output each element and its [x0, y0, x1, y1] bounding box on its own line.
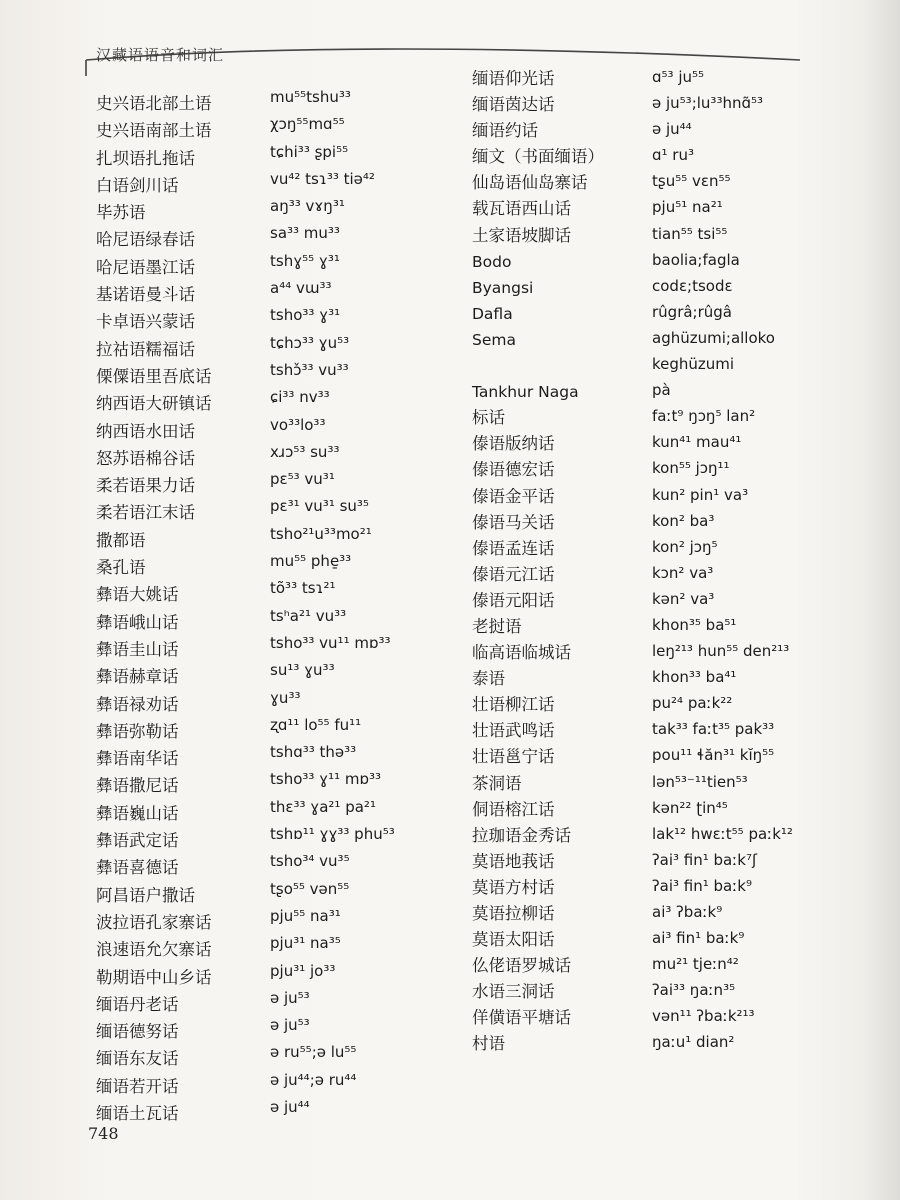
- word-form: leŋ²¹³ hun⁵⁵ den²¹³: [652, 642, 790, 661]
- word-form: ə ju⁴⁴: [652, 120, 692, 139]
- language-name: 缅语东友话: [96, 1049, 179, 1069]
- word-form: tshɣ⁵⁵ ɣ³¹: [270, 251, 340, 270]
- word-form: ʔai³ fin¹ baːk⁹: [652, 876, 752, 895]
- word-form: ɑ⁵³ ju⁵⁵: [652, 68, 705, 86]
- word-form: tshɔ̌³³ vu³³: [270, 360, 349, 379]
- word-form: faːt⁹ ŋɔŋ⁵ lan²: [652, 407, 756, 426]
- word-form: tshɑ³³ thə³³: [270, 743, 357, 762]
- word-form: lak¹² hwɛːt⁵⁵ paːk¹²: [652, 824, 793, 843]
- word-form: ai³ ʔbaːk⁹: [652, 903, 723, 921]
- word-form: a⁴⁴ vɯ³³: [270, 279, 332, 298]
- word-form: kun⁴¹ mau⁴¹: [652, 433, 742, 452]
- language-name: 傣语德宏话: [472, 460, 555, 480]
- language-name: 彝语大姚话: [96, 585, 179, 605]
- word-form: mu⁵⁵ phe̱³³: [270, 552, 352, 571]
- language-name: 傣语版纳话: [472, 434, 555, 454]
- word-form: su¹³ ɣu³³: [270, 661, 335, 680]
- language-name: 临高语临城话: [472, 643, 571, 663]
- word-form: tsho³³ ɣ¹¹ mɒ³³: [270, 770, 382, 789]
- language-name: 仙岛语仙岛寨话: [472, 173, 588, 193]
- language-name: 缅语土瓦话: [96, 1103, 179, 1123]
- word-form: ʔai³ fin¹ baːk⁷ʃ: [652, 850, 758, 869]
- word-form: pou¹¹ ɬăn³¹ kĭŋ⁵⁵: [652, 746, 775, 765]
- word-form: pju⁵⁵ na³¹: [270, 906, 341, 925]
- word-form: tsho³³ vu¹¹ mɒ³³: [270, 633, 391, 652]
- language-name: 哈尼语绿春话: [96, 230, 195, 250]
- word-form: vən¹¹ ʔbaːk²¹³: [652, 1007, 755, 1026]
- language-name: 史兴语南部土语: [96, 121, 212, 141]
- language-name: 阿昌语户撒话: [96, 885, 195, 905]
- word-form: kon² jɔŋ⁵: [652, 537, 718, 556]
- word-form: ɑ¹ ru³: [652, 146, 694, 165]
- word-form: mu⁵⁵tshu³³: [270, 88, 351, 106]
- language-name: 土家语坡脚话: [472, 225, 571, 245]
- word-form: χɔŋ⁵⁵mɑ⁵⁵: [270, 115, 345, 134]
- word-form: tian⁵⁵ tsi⁵⁵: [652, 224, 728, 243]
- language-name: 怒苏语棉谷话: [96, 448, 195, 468]
- language-name: 莫语拉柳话: [472, 904, 555, 923]
- language-name: 傣语马关话: [472, 512, 555, 532]
- right-form-column: [652, 64, 882, 1056]
- language-name: 哈尼语墨江话: [96, 257, 195, 277]
- word-form: xɹɔ⁵³ su³³: [270, 442, 340, 461]
- word-form: khon³⁵ ba⁵¹: [652, 615, 737, 634]
- left-language-column: [96, 90, 266, 1127]
- word-form: tshɒ¹¹ ɣɣ³³ phu⁵³: [270, 825, 395, 844]
- word-form: pu²⁴ paːk²²: [652, 694, 733, 713]
- language-name: 卡卓语兴蒙话: [96, 312, 195, 332]
- word-form: tsho²¹u³³mo²¹: [270, 524, 372, 543]
- language-name: 傣语元江话: [472, 564, 555, 584]
- language-name: 彝语武定话: [96, 831, 179, 851]
- word-form: tɕhɔ³³ ɣu⁵³: [270, 333, 350, 352]
- word-form: aghüzumi;alloko: [652, 328, 775, 347]
- word-form: rûgrâ;rûgâ: [652, 302, 732, 321]
- language-name: 拉祜语糯福话: [96, 339, 195, 359]
- language-name: 彝语撒尼话: [96, 776, 179, 796]
- language-name: 勒期语中山乡话: [96, 967, 212, 987]
- word-form: tsʰa²¹ vu³³: [270, 606, 347, 625]
- word-form: tʂu⁵⁵ vɛn⁵⁵: [652, 172, 731, 191]
- language-name: Dafla: [472, 304, 513, 323]
- language-name: 壮语柳江话: [472, 695, 555, 715]
- language-name: 傣语金平话: [472, 486, 555, 506]
- word-form: ɕi³³ nv³³: [270, 388, 330, 407]
- word-form: tʂo⁵⁵ vən⁵⁵: [270, 879, 350, 898]
- language-name: 缅文（书面缅语）: [472, 147, 604, 167]
- language-name: 傣语元阳话: [472, 590, 555, 610]
- language-name: 莫语方村话: [472, 877, 555, 897]
- language-name: 莫语地莪话: [472, 851, 555, 871]
- language-name: 彝语南华话: [96, 749, 179, 769]
- word-form: ə ju⁵³: [270, 1016, 310, 1035]
- word-form: thɛ³³ ɣa²¹ pa²¹: [270, 797, 376, 816]
- language-name: 缅语德努话: [96, 1022, 179, 1042]
- language-name: 傈僳语里吾底话: [96, 366, 212, 386]
- word-form: khon³³ ba⁴¹: [652, 668, 737, 687]
- language-name: 侗语榕江话: [472, 799, 555, 819]
- word-form: tsho³⁴ vu³⁵: [270, 852, 350, 871]
- language-name: 彝语峨山话: [96, 612, 179, 632]
- word-form: pɛ³¹ vu³¹ su³⁵: [270, 497, 369, 516]
- language-name: 载瓦语西山话: [472, 199, 571, 219]
- word-form: tak³³ faːt³⁵ pak³³: [652, 720, 775, 739]
- word-form: pju³¹ na³⁵: [270, 934, 341, 953]
- page-number: 748: [88, 1124, 119, 1143]
- language-name: 缅语丹老话: [96, 994, 179, 1014]
- language-name: 拉珈语金秀话: [472, 825, 571, 845]
- language-name: Bodo: [472, 252, 512, 271]
- word-form: ə ru⁵⁵;ə lu⁵⁵: [270, 1043, 357, 1062]
- language-name: 基诺语曼斗话: [96, 285, 195, 305]
- word-form: ŋaːu¹ dian²: [652, 1033, 735, 1052]
- word-form: ɣu³³: [270, 688, 301, 707]
- word-form: tõ³³ tsɿ²¹: [270, 579, 336, 598]
- word-form: tsho³³ ɣ³¹: [270, 306, 341, 325]
- language-name: 彝语圭山话: [96, 639, 179, 659]
- language-name: Sema: [472, 330, 516, 349]
- language-name: 扎坝语扎拖话: [96, 148, 195, 168]
- language-name: 毕苏语: [96, 203, 146, 223]
- language-name: 壮语邕宁话: [472, 747, 555, 767]
- word-form: kɔn² va³: [652, 563, 714, 582]
- language-name: 缅语茵达话: [472, 95, 555, 115]
- word-form: codɛ;tsodɛ: [652, 276, 733, 295]
- language-name: 浪速语允欠寨话: [96, 940, 212, 960]
- word-form: tɕhi³³ ʂpi⁵⁵: [270, 142, 349, 161]
- blank-line: [472, 353, 642, 379]
- word-form: vo³³lo³³: [270, 415, 326, 434]
- language-name: 纳西语水田话: [96, 421, 195, 441]
- word-form: pju⁵¹ na²¹: [652, 198, 723, 217]
- language-name: 标话: [472, 408, 505, 428]
- word-form: mu²¹ tjeːn⁴²: [652, 955, 739, 974]
- language-name: Tankhur Naga: [472, 383, 579, 402]
- language-name: 村语: [472, 1034, 505, 1054]
- word-form: baolia;fagla: [652, 250, 740, 269]
- language-name: 彝语赫章话: [96, 667, 179, 687]
- word-form: pà: [652, 381, 671, 400]
- word-form: lən⁵³⁻¹¹tien⁵³: [652, 772, 748, 791]
- language-name: Byangsi: [472, 278, 534, 297]
- word-form: sa³³ mu³³: [270, 224, 340, 243]
- language-name: 佯僙语平塘话: [472, 1008, 571, 1028]
- language-name: 老挝语: [472, 616, 522, 636]
- language-name: 壮语武鸣话: [472, 721, 555, 741]
- language-name: 柔若语果力话: [96, 476, 195, 496]
- language-name: 桑孔语: [96, 558, 146, 578]
- language-name: 史兴语北部土语: [96, 94, 212, 113]
- word-form: aŋ³³ vɤŋ³¹: [270, 197, 345, 216]
- language-name: 水语三洞话: [472, 982, 555, 1002]
- language-name: 茶洞语: [472, 773, 522, 793]
- language-name: 彝语喜德话: [96, 858, 179, 878]
- language-name: 彝语禄劝话: [96, 694, 179, 714]
- language-name: 缅语若开话: [96, 1076, 179, 1096]
- language-name: 白语剑川话: [96, 175, 179, 195]
- word-form: keghüzumi: [652, 355, 735, 374]
- language-name: 彝语巍山话: [96, 803, 179, 823]
- language-name: 缅语仰光话: [472, 69, 555, 88]
- word-form: kon⁵⁵ jɔŋ¹¹: [652, 459, 730, 478]
- word-form: ʐɑ¹¹ lo⁵⁵ fu¹¹: [270, 715, 362, 734]
- language-name: 傣语孟连话: [472, 538, 555, 558]
- word-form: kən²² ʈin⁴⁵: [652, 798, 728, 817]
- language-name: 彝语弥勒话: [96, 721, 179, 741]
- word-form: vu⁴² tsɿ³³ tiə⁴²: [270, 169, 375, 188]
- word-form: pju³¹ jo³³: [270, 961, 336, 980]
- language-name: 仫佬语罗城话: [472, 956, 571, 976]
- word-form: ə ju⁵³;lu³³hnɑ̃⁵³: [652, 94, 764, 113]
- language-name: 纳西语大研镇话: [96, 394, 212, 414]
- running-head-title: 汉藏语语音和词汇: [96, 46, 225, 64]
- language-name: 波拉语孔家寨话: [96, 912, 212, 932]
- language-name: 柔若语江末话: [96, 503, 195, 523]
- word-form: ə ju⁴⁴;ə ru⁴⁴: [270, 1070, 357, 1089]
- word-form: ʔai³³ ŋaːn³⁵: [652, 981, 736, 1000]
- left-form-column: [270, 84, 450, 1121]
- language-name: 泰语: [472, 669, 505, 689]
- language-name: 缅语约话: [472, 121, 538, 141]
- language-name: 莫语太阳话: [472, 930, 555, 950]
- word-form: ə ju⁴⁴: [270, 1097, 310, 1116]
- word-form: kən² va³: [652, 589, 715, 608]
- language-name: 撒都语: [96, 530, 146, 550]
- word-form: ai³ fin¹ baːk⁹: [652, 929, 745, 948]
- word-form: kon² ba³: [652, 511, 715, 530]
- right-language-column: [472, 66, 642, 1058]
- word-form: pɛ⁵³ vu³¹: [270, 470, 335, 489]
- word-form: ə ju⁵³: [270, 988, 310, 1007]
- word-form: kun² pin¹ va³: [652, 485, 749, 504]
